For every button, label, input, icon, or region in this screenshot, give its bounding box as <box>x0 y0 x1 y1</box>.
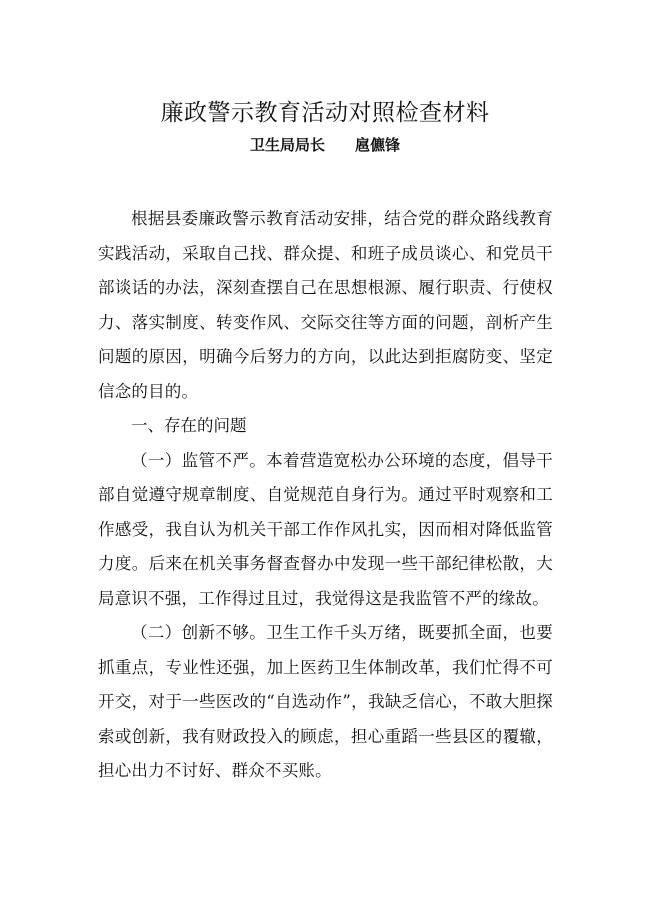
author-name: 扈儦锋 <box>355 136 401 154</box>
document-body <box>98 202 553 789</box>
item-2-body: 卫生工作千头万绪，既要抓全面，也要抓重点，专业性还强，加上医药卫生体制改革，我们忙得不可开交，对于一些医改的“自选动作”，我缺乏信心，不敢大胆探索或创新，我有财政投入的顾虑，担心重蹈一些县区的覆辙，担心出力不讨好、群众不买账。 <box>98 623 553 780</box>
document-author <box>0 134 650 156</box>
item-1-lead: （一）监管不严。 <box>131 450 267 470</box>
document-title: 廉政警示教育活动对照检查材料 <box>160 100 490 126</box>
item-1-paragraph <box>98 444 553 617</box>
item-2-paragraph <box>98 616 553 789</box>
section-heading-problems: 一、存在的问题 <box>131 416 247 435</box>
author-role: 卫生局局长 <box>249 136 325 154</box>
item-1-body: 本着营造宽松办公环境的态度，倡导干部自觉遵守规章制度、自觉规范自身行为。通过平时观察和工作感受，我自认为机关干部工作作风扎实，因而相对降低监管力度。后来在机关事务督查督办中发现一些干部纪律松散，大局意识不强，工作得过且过，我觉得这是我监管不严的缘故。 <box>98 450 553 608</box>
item-2-lead: （二）创新不够。 <box>131 623 267 642</box>
intro-paragraph: 根据县委廉政警示教育活动安排，结合党的群众路线教育实践活动，采取自己找、群众提、和班子成员谈心、和党员干部谈话的办法，深刻查摆自己在思想根源、履行职责、行使权力、落实制度、转变作风、交际交往等方面的问题，剖析产生问题的原因，明确今后努力的方向，以此达到拒腐防变、坚定信念的目的。 <box>98 209 553 401</box>
